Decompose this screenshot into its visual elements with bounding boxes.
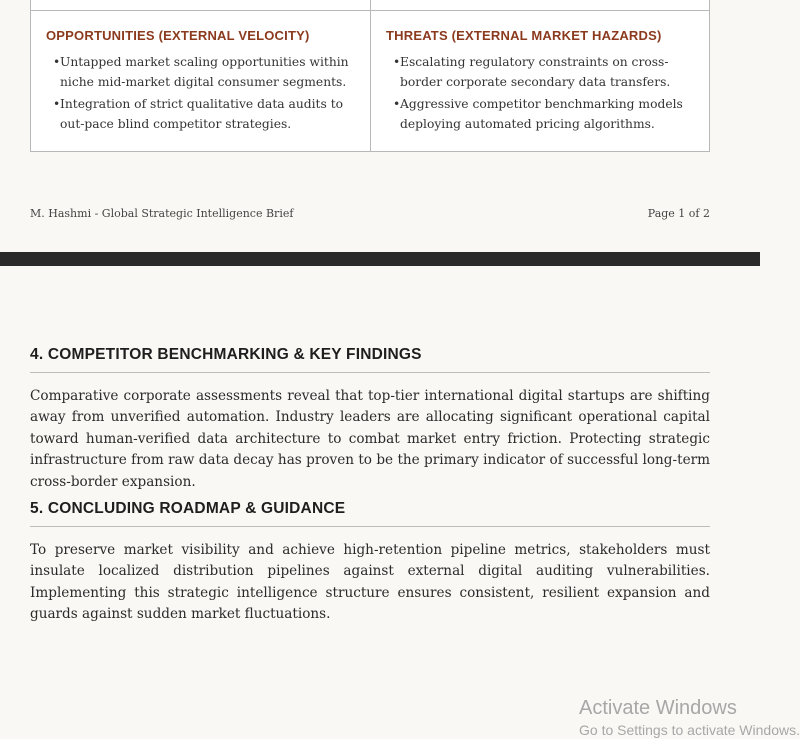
page-separator bbox=[0, 252, 760, 266]
footer-author: M. Hashmi - Global Strategic Intelligence Brief bbox=[30, 207, 294, 220]
threats-list bbox=[386, 53, 695, 134]
section-5-body: To preserve market visibility and achieve high-retention pipeline metrics, stakeholders must insulate localized distribution pipelines against external digital auditing vulnerabilities. Implementing this strategic intelligence structure ensures consistent, resilient expansion and guards against sudden market fluctuations. bbox=[30, 542, 710, 623]
swot-threats-cell bbox=[370, 0, 709, 151]
bullet-icon: • bbox=[393, 97, 401, 111]
opportunities-list bbox=[46, 53, 356, 134]
swot-table bbox=[30, 0, 710, 152]
watermark-subtitle: Go to Settings to activate Windows. bbox=[579, 722, 800, 738]
bullet-icon: • bbox=[53, 55, 61, 69]
list-item: • Untapped market scaling opportunities within niche mid-market digital consumer segments. bbox=[53, 55, 349, 89]
section-4-body: Comparative corporate assessments reveal that top-tier international digital startups are shifting away from unverified automation. Industry leaders are allocating significant operational capital toward human-verified data architecture to combat market entry friction. Protecting strategic infrastructure from raw data decay has proven to be the primary indicator of successful long-term cross-border expansion. bbox=[30, 388, 710, 490]
opportunities-heading: OPPORTUNITIES (EXTERNAL VELOCITY) bbox=[46, 28, 310, 43]
footer-page-number: Page 1 of 2 bbox=[647, 207, 710, 220]
document-page-2 bbox=[0, 266, 760, 736]
list-item: • Integration of strict qualitative data audits to out-pace blind competitor strategies. bbox=[53, 97, 344, 131]
activation-watermark bbox=[579, 696, 800, 739]
watermark-title: Activate Windows bbox=[579, 697, 737, 719]
section-5-title: 5. CONCLUDING ROADMAP & GUIDANCE bbox=[30, 500, 710, 527]
list-item: • Aggressive competitor benchmarking models deploying automated pricing algorithms. bbox=[393, 97, 683, 131]
bullet-icon: • bbox=[393, 55, 401, 69]
document-page-1 bbox=[0, 0, 760, 252]
swot-opportunities-cell bbox=[31, 0, 370, 151]
section-4-title: 4. COMPETITOR BENCHMARKING & KEY FINDINGS bbox=[30, 346, 710, 373]
list-item: • Escalating regulatory constraints on cross-border corporate secondary data transfers. bbox=[393, 55, 671, 89]
threats-heading: THREATS (EXTERNAL MARKET HAZARDS) bbox=[386, 28, 662, 43]
bullet-icon: • bbox=[53, 97, 61, 111]
